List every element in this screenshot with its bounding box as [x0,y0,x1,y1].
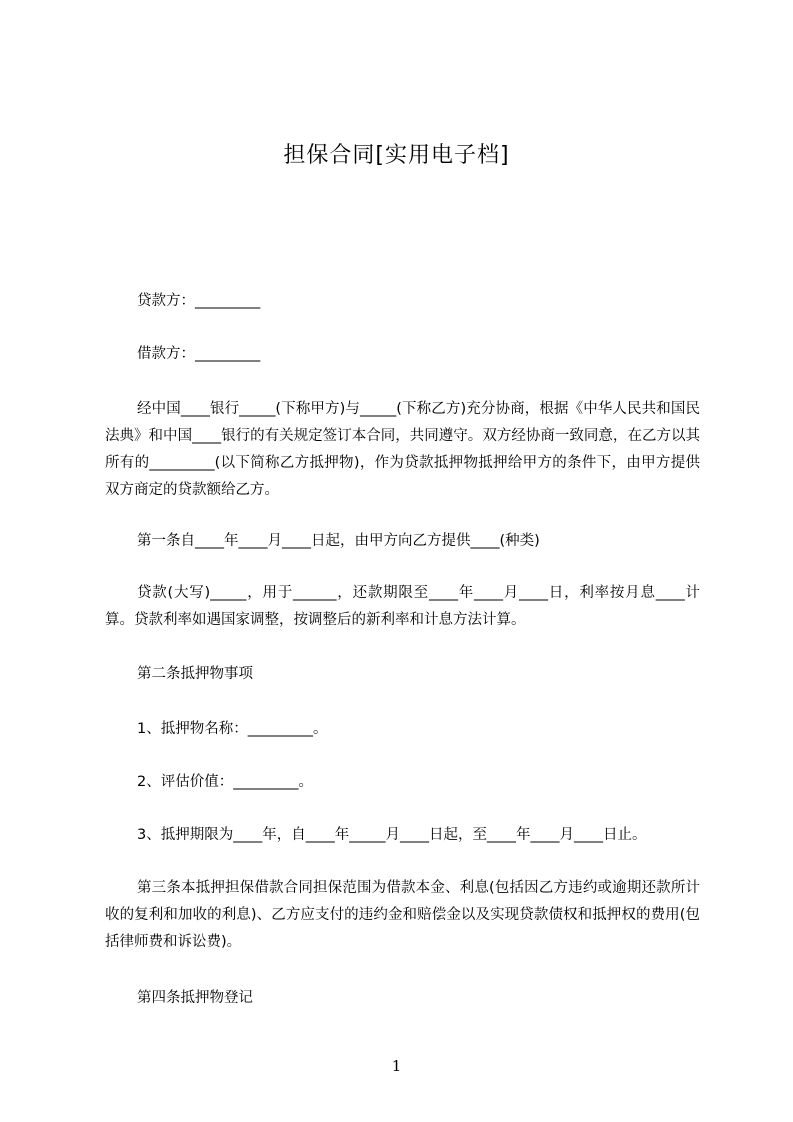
page-number: 1 [391,1057,402,1075]
article-4-heading: 第四条抵押物登记 [137,990,253,1006]
lender-line: 贷款方：_________ [137,293,261,309]
collateral-name-item: 1、抵押物名称：_________。 [137,721,328,737]
article-3-paragraph: 第三条本抵押担保借款合同担保范围为借款本金、利息(包括因乙方违约或逾期还款所计收的复利和加收的利息)、乙方应支付的违约金和赔偿金以及实现贷款债权和抵押权的费用(包括律师费和诉讼费)。 [105,880,700,950]
article-1-heading: 第一条自____年____月____日起，由甲方向乙方提供____(种类) [137,533,540,549]
article-2-heading: 第二条抵押物事项 [137,666,253,682]
preamble-paragraph: 经中国____银行_____(下称甲方)与_____(下称乙方)充分协商，根据《中华人民共和国民法典》和中国____银行的有关规定签订本合同，共同遵守。双方经协商一致同意，在乙方以其所有的_________(以下简称乙方抵押物)，作为贷款抵押物抵押给甲方的条件下，由甲方提供双方商定的贷款额给乙方。 [105,401,700,498]
borrower-line: 借款方：_________ [137,346,261,362]
appraised-value-item: 2、评估价值：_________。 [137,774,313,790]
document-title: 担保合同[实用电子档] [283,143,510,168]
mortgage-term-item: 3、抵押期限为____年，自____年_____月____日起，至____年____月____日止。 [137,827,647,843]
loan-terms-paragraph: 贷款(大写)_____，用于______，还款期限至____年____月____日，利率按月息____计算。贷款利率如遇国家调整，按调整后的新利率和计息方法计算。 [105,585,700,628]
